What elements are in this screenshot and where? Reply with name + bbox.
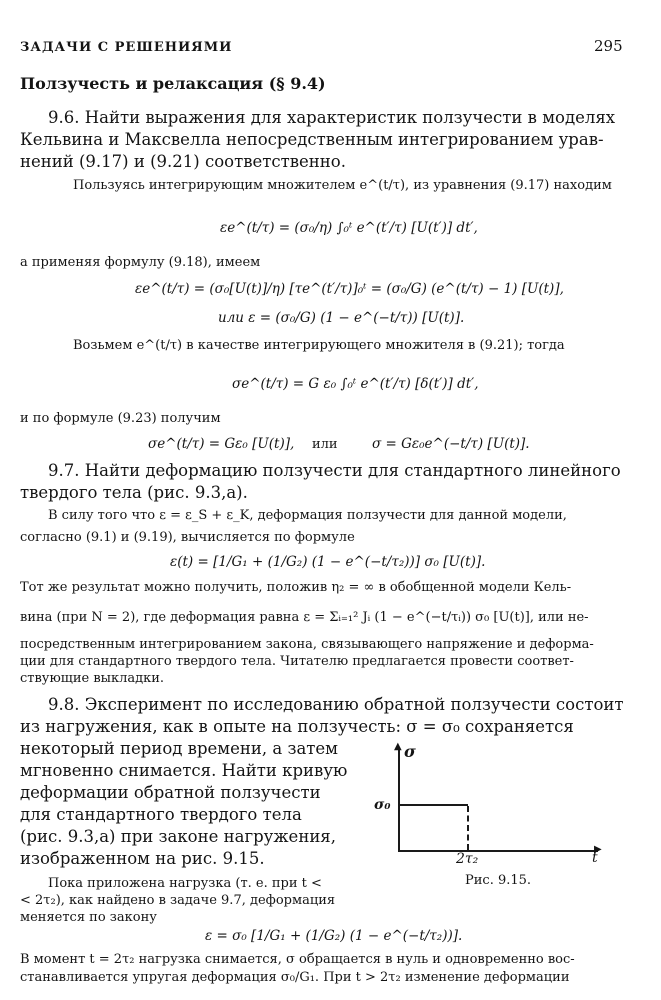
figure-x-axis-arrow: ▶ (594, 844, 602, 855)
solution-9-8-line-5: станавливается упругая деформация σ₀/G₁. При t > 2τ₂ изменение деформации (20, 970, 570, 985)
figure-y-axis-label: σ (404, 742, 416, 761)
figure-level-label: σ₀ (374, 797, 391, 813)
problem-9-6-line-3: нений (9.17) и (9.21) соответственно. (20, 152, 346, 171)
figure-x-tick-label: 2τ₂ (456, 851, 479, 867)
solution-9-7-line-7: ствующие выкладки. (20, 671, 165, 686)
solution-9-6-intro: Пользуясь интегрирующим множителем e^(t/τ), из уравнения (9.17) находим (73, 178, 612, 193)
figure-step-line (400, 804, 468, 806)
solution-9-7-line-2: согласно (9.1) и (9.19), вычисляется по формуле (20, 530, 355, 545)
solution-9-7-line-5: посредственным интегрированием закона, связывающего напряжение и деформа- (20, 637, 594, 652)
figure-x-axis (398, 850, 598, 852)
solution-9-8-line-3: меняется по закону (20, 910, 157, 925)
figure-caption: Рис. 9.15. (465, 873, 532, 888)
problem-9-8-line-7: (рис. 9.3,а) при законе нагружения, (20, 827, 336, 846)
solution-9-6-text-2: а применяя формулу (9.18), имеем (20, 255, 261, 270)
problem-9-6-line-1: 9.6. Найти выражения для характеристик ползучести в моделях (48, 108, 616, 127)
solution-9-8-line-1: Пока приложена нагрузка (т. е. при t < (48, 876, 322, 891)
figure-x-axis-label: t (592, 850, 598, 866)
equation-9-6-5b: σ = Gε₀e^(−t/τ) [U(t)]. (372, 436, 530, 452)
problem-9-8-line-4: мгновенно снимается. Найти кривую (20, 761, 348, 780)
problem-9-8-line-5: деформации обратной ползучести (20, 783, 321, 802)
problem-9-8-line-3: некоторый период времени, а затем (20, 739, 339, 758)
problem-9-8-line-6: для стандартного твердого тела (20, 805, 302, 824)
solution-9-8-line-2: < 2τ₂), как найдено в задаче 9.7, деформация (20, 893, 336, 908)
solution-9-7-line-6: ции для стандартного твердого тела. Читателю предлагается провести соответ- (20, 654, 574, 669)
running-title: ЗАДАЧИ С РЕШЕНИЯМИ (20, 40, 233, 55)
solution-9-6-text-5: и по формуле (9.23) получим (20, 411, 221, 426)
equation-9-6-5a: σe^(t/τ) = Gε₀ [U(t)], (148, 436, 295, 452)
solution-9-6-text-4: Возьмем e^(t/τ) в качестве интегрирующего множителя в (9.21); тогда (73, 338, 565, 353)
problem-9-7-line-2: твердого тела (рис. 9.3,а). (20, 483, 248, 502)
equation-9-6-4: σe^(t/τ) = G ε₀ ∫₀ᵗ e^(t′/τ) [δ(t′)] dt′, (232, 376, 479, 392)
problem-9-8-line-8: изображенном на рис. 9.15. (20, 849, 265, 868)
equation-9-6-5-or: или (312, 437, 338, 452)
problem-9-6-line-2: Кельвина и Максвелла непосредственным интегрированием урав- (20, 130, 604, 149)
problem-9-8-line-1: 9.8. Эксперимент по исследованию обратной ползучести состоит (48, 695, 624, 714)
problem-9-8-line-2: из нагружения, как в опыте на ползучесть: σ = σ₀ сохраняется (20, 717, 574, 736)
figure-y-axis (398, 750, 400, 852)
figure-y-axis-arrow: ▲ (394, 741, 402, 752)
equation-9-6-1: εe^(t/τ) = (σ₀/η) ∫₀ᵗ e^(t′/τ) [U(t′)] dt′, (220, 220, 478, 236)
solution-9-7-line-4: вина (при N = 2), где деформация равна ε = Σᵢ₌₁² Jᵢ (1 − e^(−t/τᵢ)) σ₀ [U(t)], или не- (20, 610, 589, 625)
problem-9-7-line-1: 9.7. Найти деформацию ползучести для стандартного линейного (48, 461, 621, 480)
solution-9-7-line-1: В силу того что ε = ε_S + ε_K, деформация ползучести для данной модели, (48, 508, 567, 523)
equation-9-6-3: или ε = (σ₀/G) (1 − e^(−t/τ)) [U(t)]. (218, 310, 465, 326)
equation-9-7: ε(t) = [1/G₁ + (1/G₂) (1 − e^(−t/τ₂))] σ₀ [U(t)]. (170, 554, 486, 570)
equation-9-6-2: εe^(t/τ) = (σ₀[U(t)]/η) [τe^(t′/τ)]₀ᵗ = (σ₀/G) (e^(t/τ) − 1) [U(t)], (135, 281, 564, 297)
section-title: Ползучесть и релаксация (§ 9.4) (20, 74, 326, 93)
solution-9-7-line-3: Тот же результат можно получить, положив η₂ = ∞ в обобщенной модели Кель- (20, 580, 572, 595)
page-number: 295 (594, 37, 623, 55)
equation-9-8: ε = σ₀ [1/G₁ + (1/G₂) (1 − e^(−t/τ₂))]. (205, 928, 463, 944)
solution-9-8-line-4: В момент t = 2τ₂ нагрузка снимается, σ обращается в нуль и одновременно вос- (20, 952, 575, 967)
figure-drop-line (467, 806, 469, 850)
